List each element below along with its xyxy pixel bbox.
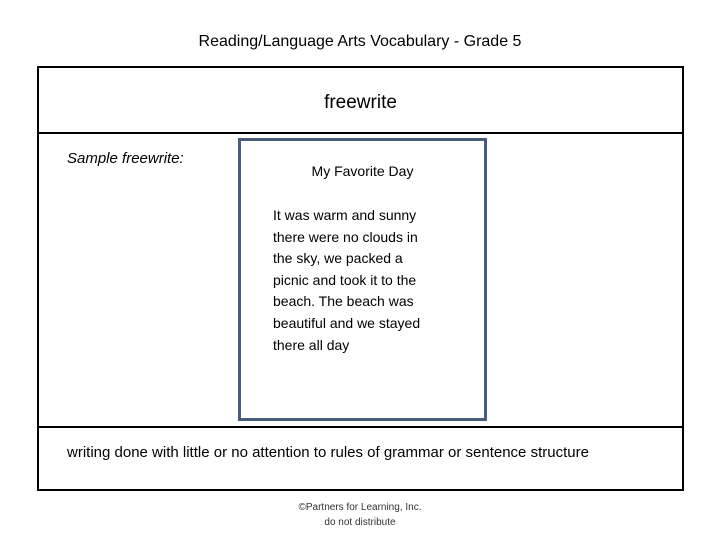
- vocabulary-term: freewrite: [324, 92, 397, 113]
- sample-body-line: beach. The beach was: [273, 293, 414, 310]
- copyright-line: ©Partners for Learning, Inc.: [298, 502, 422, 513]
- page-header: Reading/Language Arts Vocabulary - Grade 5: [198, 33, 522, 50]
- sample-freewrite-box: [238, 138, 487, 421]
- sample-body-line: picnic and took it to the: [273, 271, 417, 288]
- sample-body-line: It was warm and sunny: [273, 207, 417, 223]
- sample-body-line: there were no clouds in: [273, 228, 418, 245]
- definition-text: writing done with little or no attention to rules of grammar or sentence structure: [67, 444, 589, 461]
- sample-body: [273, 205, 473, 356]
- sample-label: Sample freewrite:: [67, 150, 184, 167]
- vocabulary-card: [37, 66, 684, 491]
- definition-divider: [39, 426, 682, 428]
- sample-body-line: there all day: [273, 336, 350, 353]
- sample-body-line: the sky, we packed a: [273, 250, 403, 267]
- distribution-notice: do not distribute: [324, 517, 396, 528]
- sample-body-line: beautiful and we stayed: [273, 314, 421, 331]
- term-bar: [39, 68, 682, 134]
- sample-title: My Favorite Day: [311, 163, 414, 179]
- copyright-footer: [0, 500, 720, 530]
